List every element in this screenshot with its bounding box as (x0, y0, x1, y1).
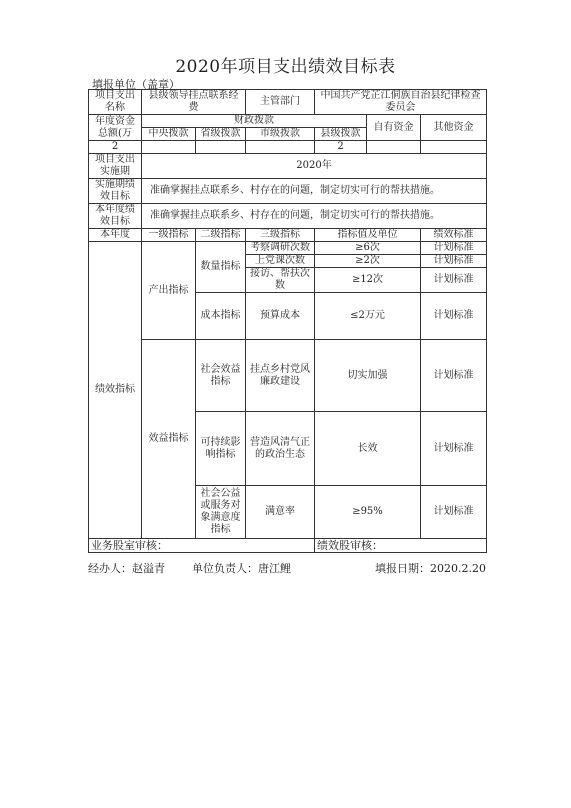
cost-indicator: 成本指标 (196, 293, 246, 340)
performance-target-table (88, 89, 487, 553)
table-row (89, 141, 487, 154)
unit-leader-label: 单位负责人：唐江鲤 (192, 562, 291, 575)
performance-review-label: 绩效股审核： (315, 539, 487, 553)
goal-period-label: 实施期绩效目标 (89, 179, 142, 204)
provincial-label: 省级拨款 (196, 128, 246, 141)
header-value: 指标值及单位 (315, 229, 421, 242)
indicator-value: ≤2万元 (315, 293, 421, 340)
indicator-value: ≥2次 (315, 255, 421, 268)
goal-period-value: 准确掌握挂点联系乡、村存在的问题，制定切实可行的帮扶措施。 (142, 179, 487, 204)
header-level2: 二级指标 (196, 229, 246, 242)
header-year: 本年度 (89, 229, 142, 242)
funds-total-value: 2 (89, 141, 142, 154)
benefit-indicator-label: 效益指标 (142, 340, 196, 539)
indicator-standard: 计划标准 (421, 412, 487, 486)
indicator-value: 长效 (315, 412, 421, 486)
indicator-standard: 计划标准 (421, 242, 487, 255)
level3-indicator: 接访、帮扶次数 (246, 268, 315, 293)
table-row (89, 204, 487, 229)
quantity-indicator: 数量指标 (196, 242, 246, 293)
handler-label: 经办人：赵溢青 (88, 562, 165, 575)
social-benefit-indicator: 社会效益指标 (196, 340, 246, 412)
sustainability-indicator: 可持续影响指标 (196, 412, 246, 486)
indicator-standard: 计划标准 (421, 340, 487, 412)
level3-indicator: 考察调研次数 (246, 242, 315, 255)
header-level3: 三级指标 (246, 229, 315, 242)
project-name-value: 县级领导挂点联系经费 (142, 90, 246, 115)
funds-label: 年度资金总额(万 (89, 115, 142, 141)
indicators-label: 绩效指标 (89, 242, 142, 539)
table-row (89, 340, 487, 412)
table-row (89, 539, 487, 553)
header-level1: 一级指标 (142, 229, 196, 242)
central-label: 中央拨款 (142, 128, 196, 141)
indicator-value: ≥95% (315, 486, 421, 539)
dept-label: 主管部门 (246, 90, 315, 115)
table-row (89, 242, 487, 255)
goal-year-label: 本年度绩效目标 (89, 204, 142, 229)
indicator-standard: 计划标准 (421, 486, 487, 539)
level3-indicator: 预算成本 (246, 293, 315, 340)
county-label: 县级拨款 (315, 128, 367, 141)
indicator-standard: 计划标准 (421, 255, 487, 268)
period-value: 2020年 (142, 154, 487, 179)
period-label: 项目支出实施期 (89, 154, 142, 179)
project-name-label: 项目支出名称 (89, 90, 142, 115)
indicator-value: 切实加强 (315, 340, 421, 412)
table-row (89, 229, 487, 242)
level3-indicator: 营造风清气正的政治生态 (246, 412, 315, 486)
county-value: 2 (315, 141, 367, 154)
fill-date-label: 填报日期：2020.2.20 (375, 562, 486, 575)
provincial-value (196, 141, 246, 154)
indicator-value: ≥6次 (315, 242, 421, 255)
self-funds-label: 自有资金 (367, 115, 421, 141)
dept-value: 中国共产党芷江侗族自治县纪律检查委员会 (315, 90, 487, 115)
table-row (89, 115, 487, 128)
goal-year-value: 准确掌握挂点联系乡、村存在的问题，制定切实可行的帮扶措施。 (142, 204, 487, 229)
page-title: 2020年项目支出绩效目标表 (175, 57, 396, 77)
indicator-value: ≥12次 (315, 268, 421, 293)
business-review-label: 业务股室审核： (89, 539, 315, 553)
fiscal-label: 财政拨款 (142, 115, 367, 128)
other-funds-label: 其他资金 (421, 115, 487, 141)
level3-indicator: 满意率 (246, 486, 315, 539)
self-funds-value (367, 141, 421, 154)
indicator-standard: 计划标准 (421, 293, 487, 340)
header-standard: 绩效标准 (421, 229, 487, 242)
satisfaction-indicator: 社会公益或服务对象满意度指标 (196, 486, 246, 539)
city-value (246, 141, 315, 154)
level3-indicator: 上党课次数 (246, 255, 315, 268)
output-indicator-label: 产出指标 (142, 242, 196, 340)
table-row (89, 90, 487, 115)
city-label: 市级拨款 (246, 128, 315, 141)
level3-indicator: 挂点乡村党风廉政建设 (246, 340, 315, 412)
table-row (89, 179, 487, 204)
indicator-standard: 计划标准 (421, 268, 487, 293)
other-funds-value (421, 141, 487, 154)
fill-unit-label: 填报单位（盖章） (92, 78, 180, 91)
central-value (142, 141, 196, 154)
table-row (89, 154, 487, 179)
